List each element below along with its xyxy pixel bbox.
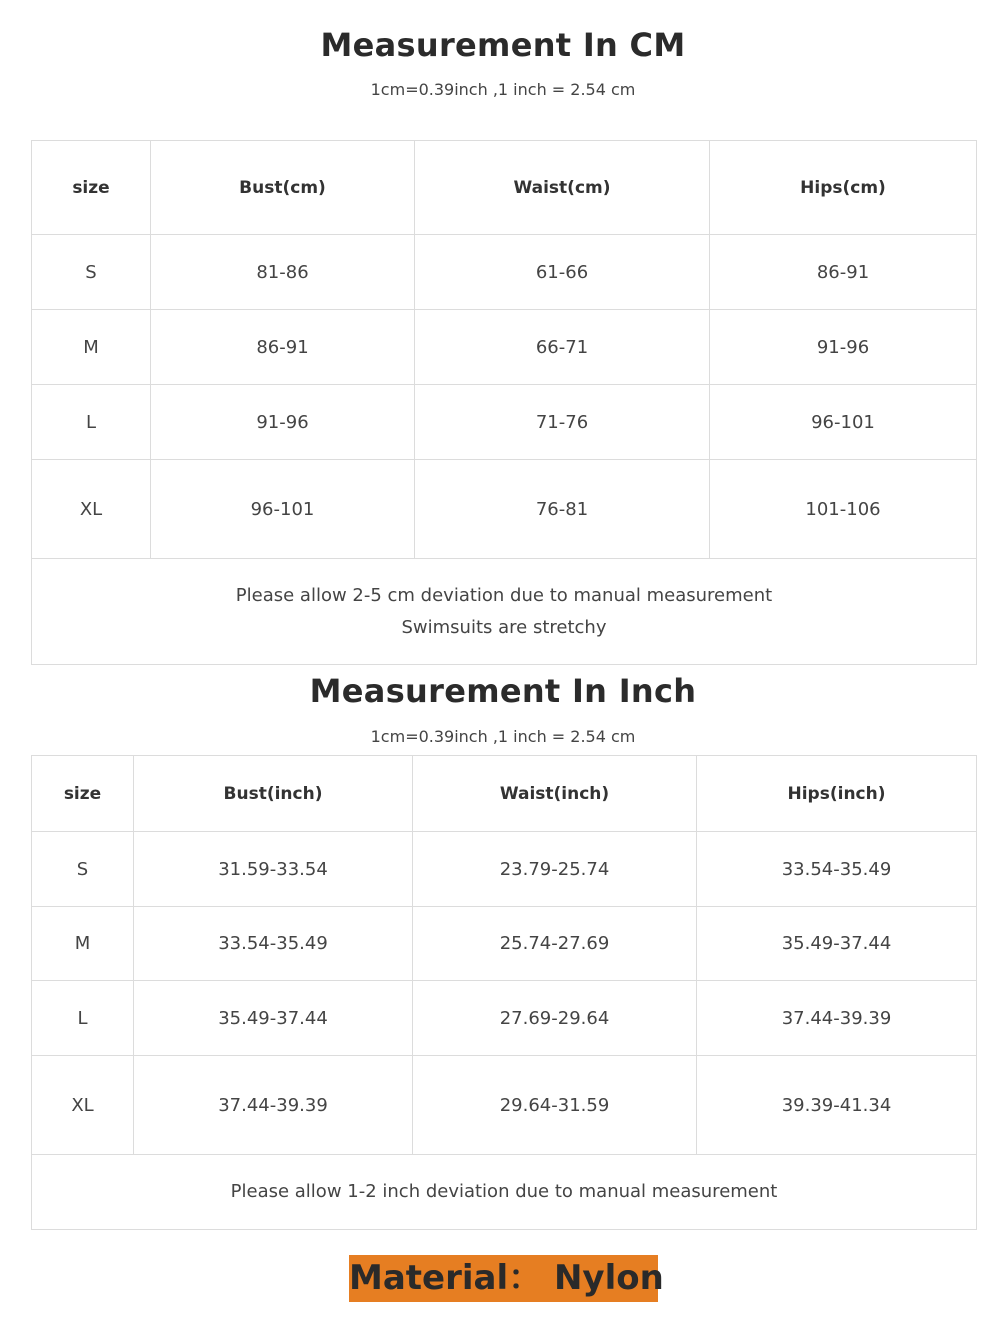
hips-cell: 33.54-35.49 bbox=[697, 832, 977, 907]
inch-size-table bbox=[31, 755, 977, 1230]
hips-cell: 86-91 bbox=[710, 235, 977, 310]
bust-cell: 81-86 bbox=[151, 235, 415, 310]
hips-cell: 101-106 bbox=[710, 460, 977, 559]
inch-note-line: Please allow 1-2 inch deviation due to manual measurement bbox=[230, 1181, 778, 1202]
table-row bbox=[32, 1056, 977, 1155]
size-cell: M bbox=[32, 310, 151, 385]
waist-cell: 27.69-29.64 bbox=[413, 981, 697, 1056]
hips-cell: 91-96 bbox=[710, 310, 977, 385]
size-cell: S bbox=[32, 235, 151, 310]
cm-title: Measurement In CM bbox=[320, 26, 686, 64]
cm-note-row bbox=[32, 559, 977, 665]
table-row bbox=[32, 981, 977, 1056]
cm-note bbox=[32, 559, 977, 665]
size-cell: XL bbox=[32, 460, 151, 559]
inch-header-row bbox=[32, 756, 977, 832]
inch-subtitle: 1cm=0.39inch ,1 inch = 2.54 cm bbox=[370, 727, 636, 746]
size-cell: S bbox=[32, 832, 134, 907]
waist-cell: 23.79-25.74 bbox=[413, 832, 697, 907]
inch-header-size: size bbox=[32, 756, 134, 832]
waist-cell: 71-76 bbox=[415, 385, 710, 460]
bust-cell: 86-91 bbox=[151, 310, 415, 385]
inch-header-waist: Waist(inch) bbox=[413, 756, 697, 832]
size-cell: L bbox=[32, 981, 134, 1056]
hips-cell: 37.44-39.39 bbox=[697, 981, 977, 1056]
bust-cell: 96-101 bbox=[151, 460, 415, 559]
bust-cell: 91-96 bbox=[151, 385, 415, 460]
inch-header-hips: Hips(inch) bbox=[697, 756, 977, 832]
bust-cell: 35.49-37.44 bbox=[134, 981, 413, 1056]
cm-size-table bbox=[31, 140, 977, 665]
waist-cell: 25.74-27.69 bbox=[413, 907, 697, 981]
table-row bbox=[32, 385, 977, 460]
size-cell: M bbox=[32, 907, 134, 981]
cm-header-waist: Waist(cm) bbox=[415, 141, 710, 235]
hips-cell: 96-101 bbox=[710, 385, 977, 460]
waist-cell: 61-66 bbox=[415, 235, 710, 310]
table-row bbox=[32, 460, 977, 559]
waist-cell: 66-71 bbox=[415, 310, 710, 385]
table-row bbox=[32, 310, 977, 385]
size-cell: L bbox=[32, 385, 151, 460]
hips-cell: 39.39-41.34 bbox=[697, 1056, 977, 1155]
table-row bbox=[32, 832, 977, 907]
bust-cell: 33.54-35.49 bbox=[134, 907, 413, 981]
table-row bbox=[32, 235, 977, 310]
cm-subtitle: 1cm=0.39inch ,1 inch = 2.54 cm bbox=[370, 80, 636, 99]
inch-note-row bbox=[32, 1155, 977, 1230]
cm-note-line: Swimsuits are stretchy bbox=[401, 616, 607, 638]
waist-cell: 76-81 bbox=[415, 460, 710, 559]
bust-cell: 37.44-39.39 bbox=[134, 1056, 413, 1155]
cm-note-line: Please allow 2-5 cm deviation due to manual measurement bbox=[235, 584, 773, 606]
material-badge: Material： Nylon bbox=[349, 1255, 658, 1302]
cm-header-size: size bbox=[32, 141, 151, 235]
table-row bbox=[32, 907, 977, 981]
inch-note bbox=[32, 1155, 977, 1230]
hips-cell: 35.49-37.44 bbox=[697, 907, 977, 981]
cm-header-bust: Bust(cm) bbox=[151, 141, 415, 235]
cm-header-hips: Hips(cm) bbox=[710, 141, 977, 235]
inch-header-bust: Bust(inch) bbox=[134, 756, 413, 832]
inch-title: Measurement In Inch bbox=[309, 672, 697, 710]
cm-header-row bbox=[32, 141, 977, 235]
size-cell: XL bbox=[32, 1056, 134, 1155]
bust-cell: 31.59-33.54 bbox=[134, 832, 413, 907]
waist-cell: 29.64-31.59 bbox=[413, 1056, 697, 1155]
